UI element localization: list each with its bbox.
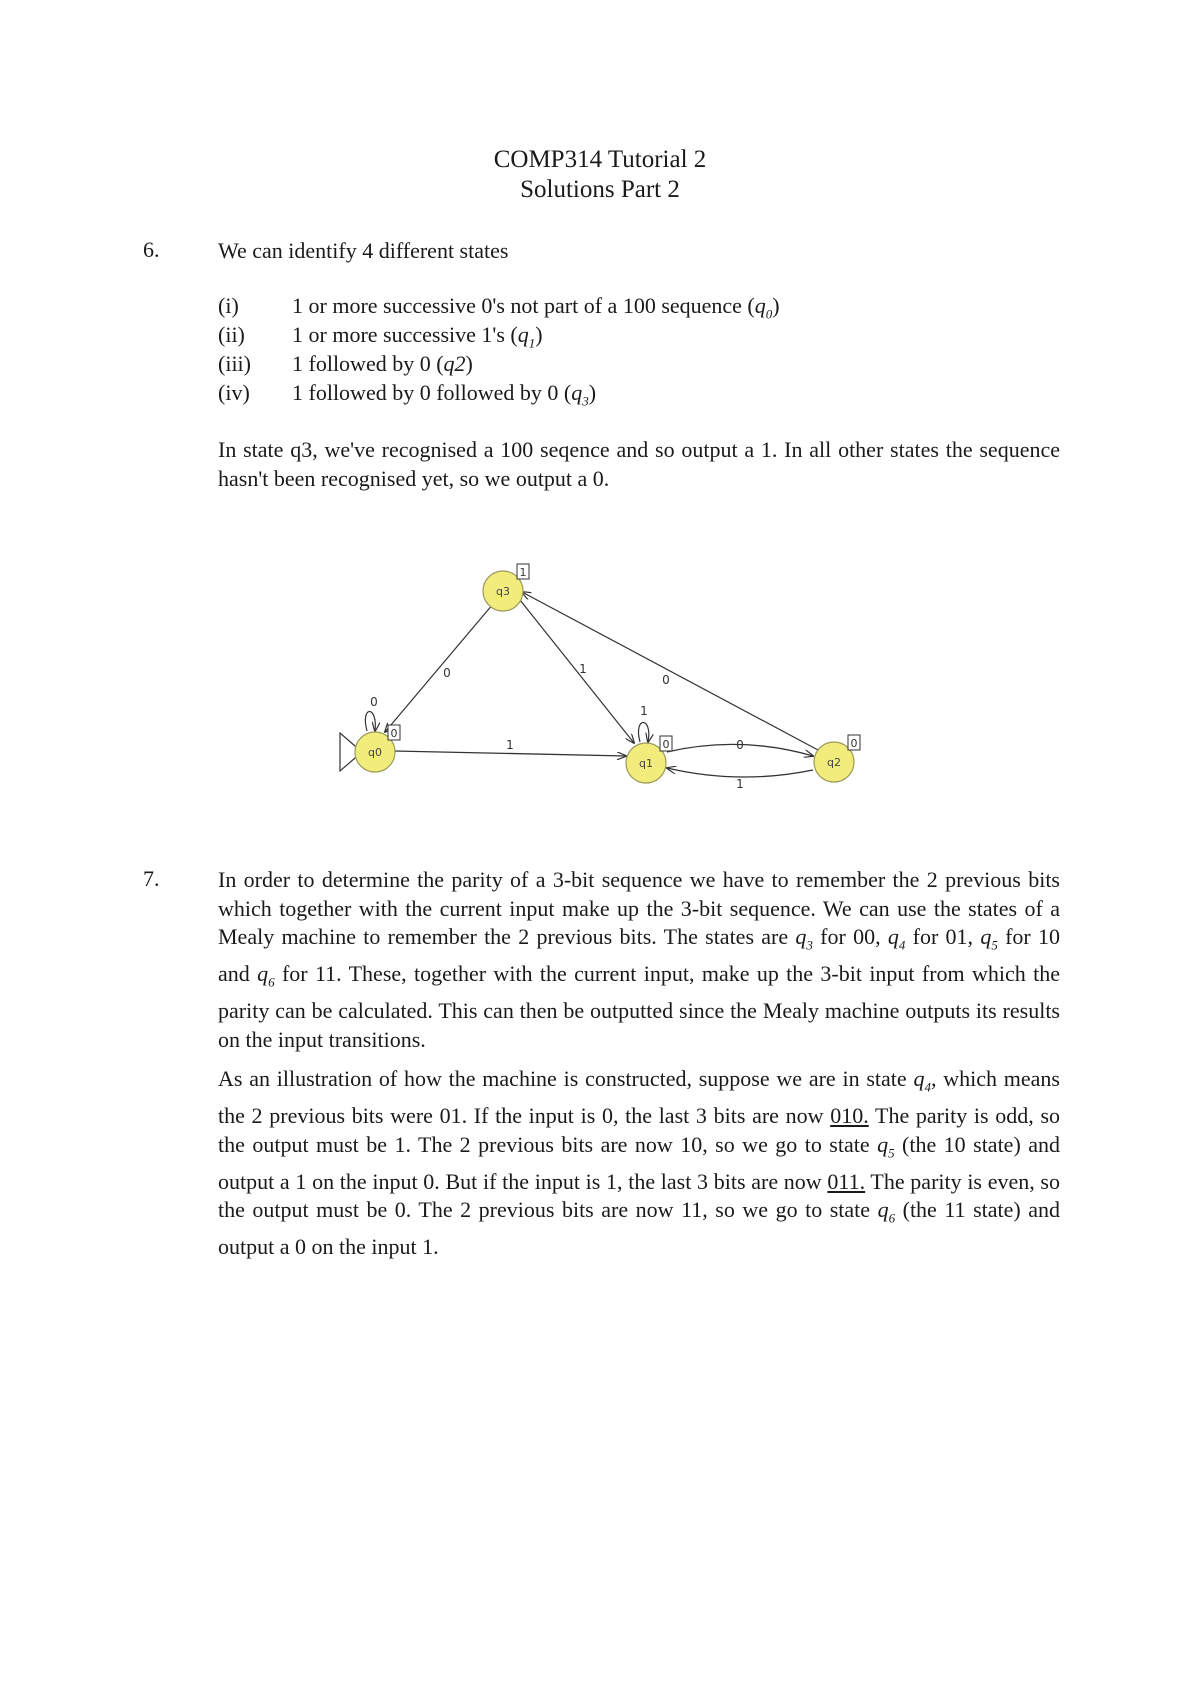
edge-q1-q1 xyxy=(638,723,648,743)
edge-q0-q0 xyxy=(365,712,375,732)
question-6-paragraph: In state q3, we've recognised a 100 seqence and so output a 1. In all other states the sequence hasn't been recognised yet, so we output a 0. xyxy=(218,437,1060,491)
edge-label: 1 xyxy=(736,777,744,791)
edge-q2-q3 xyxy=(522,592,818,750)
state-label: q3 xyxy=(496,585,510,598)
item-label: (i) xyxy=(218,293,239,318)
item-label: (iii) xyxy=(218,351,251,376)
item-label: (iv) xyxy=(218,380,250,405)
question-7-paragraph-1: In order to determine the parity of a 3-bit sequence we have to remember the 2 previous bits which together with the current input make up the 3-bit sequence. We can use the states of a Mealy machine to remember the 2 previous bits. The states are $q_3$ for 00, $q_4$ for 01, $q_5$ for 10 and $q_6$ for 11. These, together with the current input, make up the 3-bit input from which the parity can be calculated. This can then be outputted since the Mealy machine outputs its results on the input transitions. xyxy=(218,867,1060,1052)
edge-label: 1 xyxy=(579,662,587,676)
output-label: 0 xyxy=(850,737,858,750)
edge-label: 1 xyxy=(640,704,648,718)
state-label: q0 xyxy=(368,746,382,759)
item-text: 1 or more successive 0's not part of a 100 sequence ( xyxy=(292,293,755,318)
item-text: 1 or more successive 1's ( xyxy=(292,322,518,347)
state-label: q2 xyxy=(827,756,841,769)
page-subtitle: Solutions Part 2 xyxy=(520,176,680,203)
edge-q2-q1 xyxy=(667,768,813,777)
edge-label: 0 xyxy=(736,738,744,752)
state-diagram xyxy=(330,555,870,795)
edge-label: 0 xyxy=(443,666,451,680)
output-label: 0 xyxy=(390,727,398,740)
state-label: q1 xyxy=(639,757,653,770)
item-text: 1 followed by 0 followed by 0 ( xyxy=(292,380,572,405)
question-6-number: 6. xyxy=(143,237,160,262)
edge-label: 1 xyxy=(506,738,514,752)
page-title: COMP314 Tutorial 2 xyxy=(493,146,707,173)
question-7-number: 7. xyxy=(143,866,160,891)
output-label: 1 xyxy=(519,566,527,579)
edge-label: 0 xyxy=(662,673,670,687)
edge-label: 0 xyxy=(370,695,378,709)
edge-q3-q0 xyxy=(385,604,493,732)
item-label: (ii) xyxy=(218,322,245,347)
item-text: 1 followed by 0 ( xyxy=(292,351,444,376)
question-6-intro: We can identify 4 different states xyxy=(218,238,509,263)
question-7-paragraph-2: As an illustration of how the machine is constructed, suppose we are in state $q_4$, which means the 2 previous bits were 01. If the input is 0, the last 3 bits are now 010. The parity is odd, so the output must be 1. The 2 previous bits are now 10, so we go to state $q_5$ (the 10 state) and output a 1 on the input 0. But if the input is 1, the last 3 bits are now 011. The parity is even, so the output must be 0. The 2 previous bits are now 11, so we go to state $q_6$ (the 11 state) and output a 0 on the input 1. xyxy=(218,1066,1061,1260)
output-label: 0 xyxy=(662,738,670,751)
